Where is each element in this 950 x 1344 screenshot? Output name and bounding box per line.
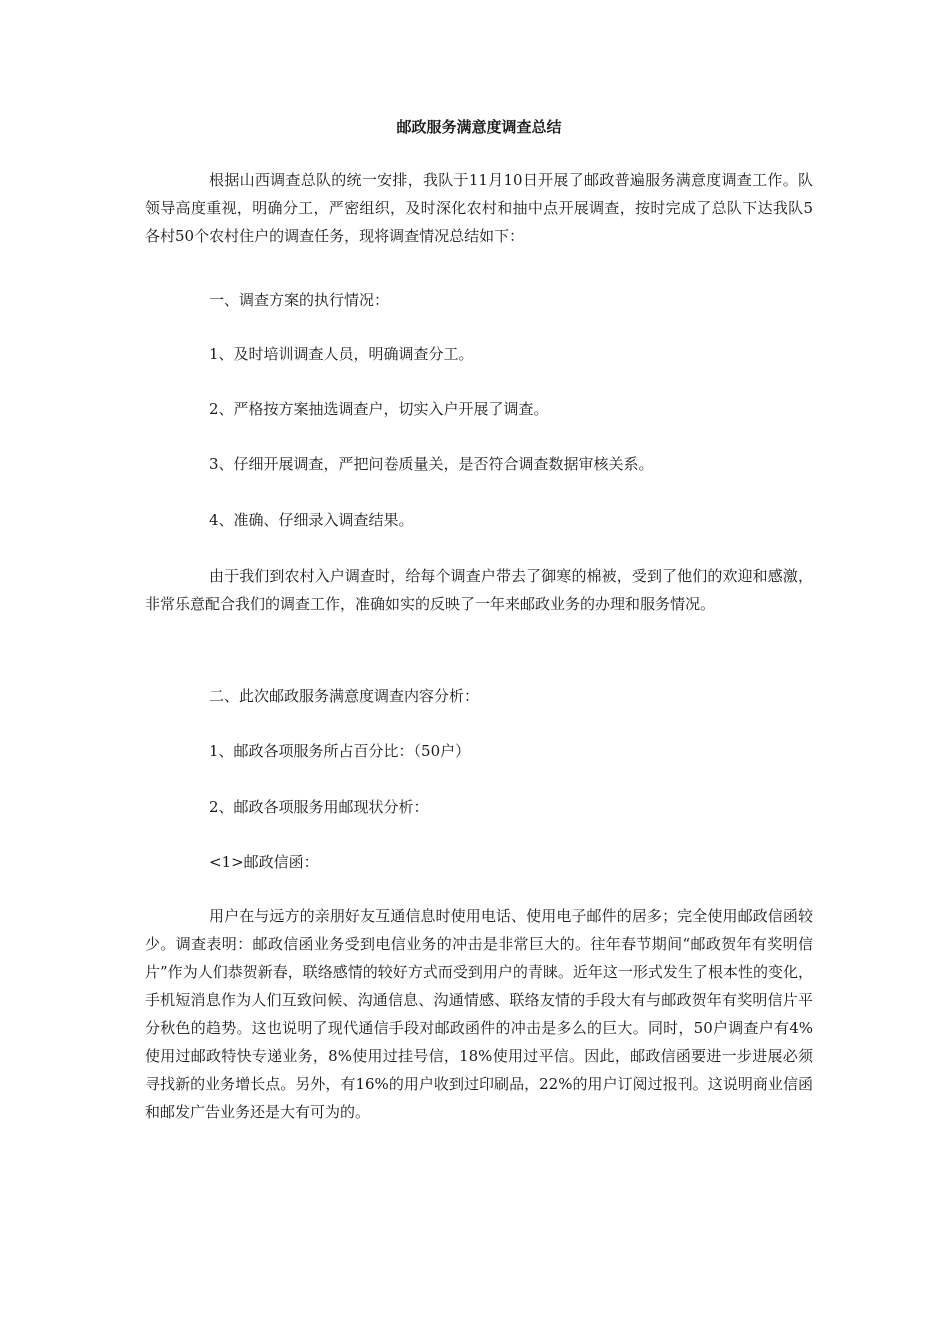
intro-paragraph: 根据山西调查总队的统一安排，我队于11月10日开展了邮政普遍服务满意度调查工作。队领导高度重视，明确分工，严密组织，及时深化农村和抽中点开展调查，按时完成了总队下达我队5各村50个农村住户的调查任务，现将调查情况总结如下： [145, 171, 813, 245]
survey-paragraph: 由于我们到农村入户调查时，给每个调查户带去了御寒的棉被，受到了他们的欢迎和感激，非常乐意配合我们的调查工作，准确如实的反映了一年来邮政业务的办理和服务情况。 [145, 567, 813, 613]
section-heading-2: 二、此次邮政服务满意度调查内容分析： [209, 687, 480, 705]
list-item: 4、准确、仔细录入调查结果。 [209, 511, 414, 529]
analysis-paragraph: 用户在与远方的亲朋好友互通信息时使用电话、使用电子邮件的居多；完全使用邮政信函较少。调查表明：邮政信函业务受到电信业务的冲击是非常巨大的。往年春节期间“邮政贺年有奖明信片”作为人们恭贺新春，联络感情的较好方式而受到用户的青睐。近年这一形式发生了根本性的变化，手机短消息作为人们互致问候、沟通信息、沟通情感、联络友情的手段大有与邮政贺年有奖明信片平分秋色的趋势。这也说明了现代通信手段对邮政函件的冲击是多么的巨大。同时，50户调查户有4%使用过邮政特快专递业务，8%使用过挂号信，18%使用过平信。因此，邮政信函要进一步进展必须寻找新的业务增长点。另外，有16%的用户收到过印刷品，22%的用户订阅过报刊。这说明商业信函和邮发广告业务还是大有可为的。 [145, 907, 813, 1121]
document-title: 邮政服务满意度调查总结 [396, 118, 562, 136]
list-item: 2、邮政各项服务用邮现状分析： [209, 798, 429, 816]
list-item: 3、仔细开展调查，严把问卷质量关，是否符合调查数据审核关系。 [209, 455, 654, 473]
list-item: 1、邮政各项服务所占百分比：（50户） [209, 742, 471, 760]
list-item: 1、及时培训调查人员，明确调查分工。 [209, 345, 474, 363]
section-heading-1: 一、调查方案的执行情况： [209, 291, 390, 309]
list-item: 2、严格按方案抽选调查户，切实入户开展了调查。 [209, 400, 549, 418]
subsection-heading: <1>邮政信函： [209, 853, 319, 871]
